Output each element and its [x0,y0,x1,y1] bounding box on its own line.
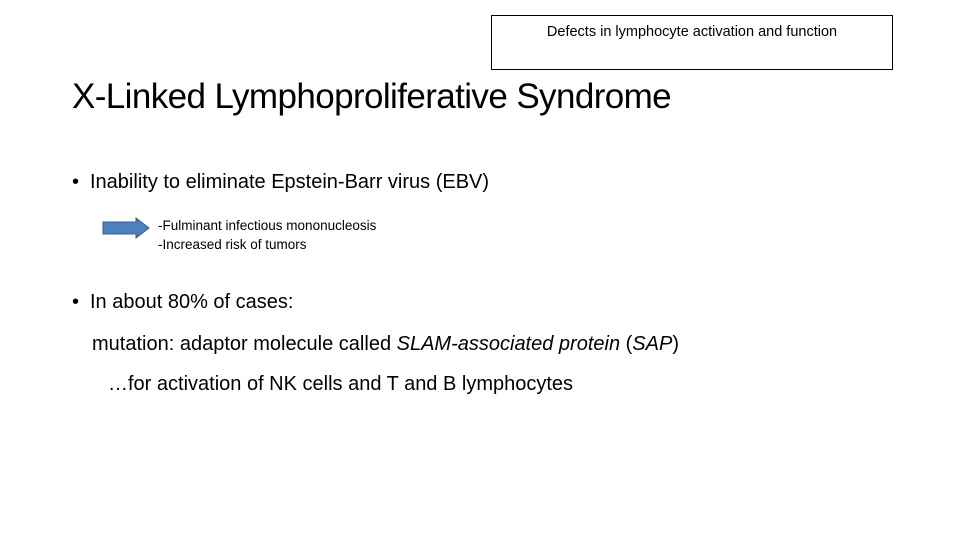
close-paren: ) [672,333,679,355]
topic-text: Defects in lymphocyte activation and function [546,24,838,40]
right-arrow-icon [102,217,150,239]
mutation-abbr: SAP [632,333,673,355]
bullet-item-cases [72,290,293,314]
slide-title: X-Linked Lymphoproliferative Syndrome [72,77,672,116]
mutation-line [92,332,679,356]
bullet-marker: • [72,171,80,193]
consequence-item: -Fulminant infectious mononucleosis [158,218,377,233]
bullet-marker: • [72,291,80,313]
function-line: …for activation of NK cells and T and B lymphocytes [108,373,574,395]
open-paren: ( [620,333,633,355]
bullet-item-ebv [72,170,489,194]
bullet-text: Inability to eliminate Epstein-Barr virus (EBV) [90,171,490,193]
topic-box [491,15,893,70]
consequence-list [158,216,376,254]
mutation-term: SLAM-associated protein [396,333,621,355]
mutation-prefix: mutation: adaptor molecule called [92,333,397,355]
bullet-text: In about 80% of cases: [90,291,294,313]
consequence-item: -Increased risk of tumors [158,237,307,252]
